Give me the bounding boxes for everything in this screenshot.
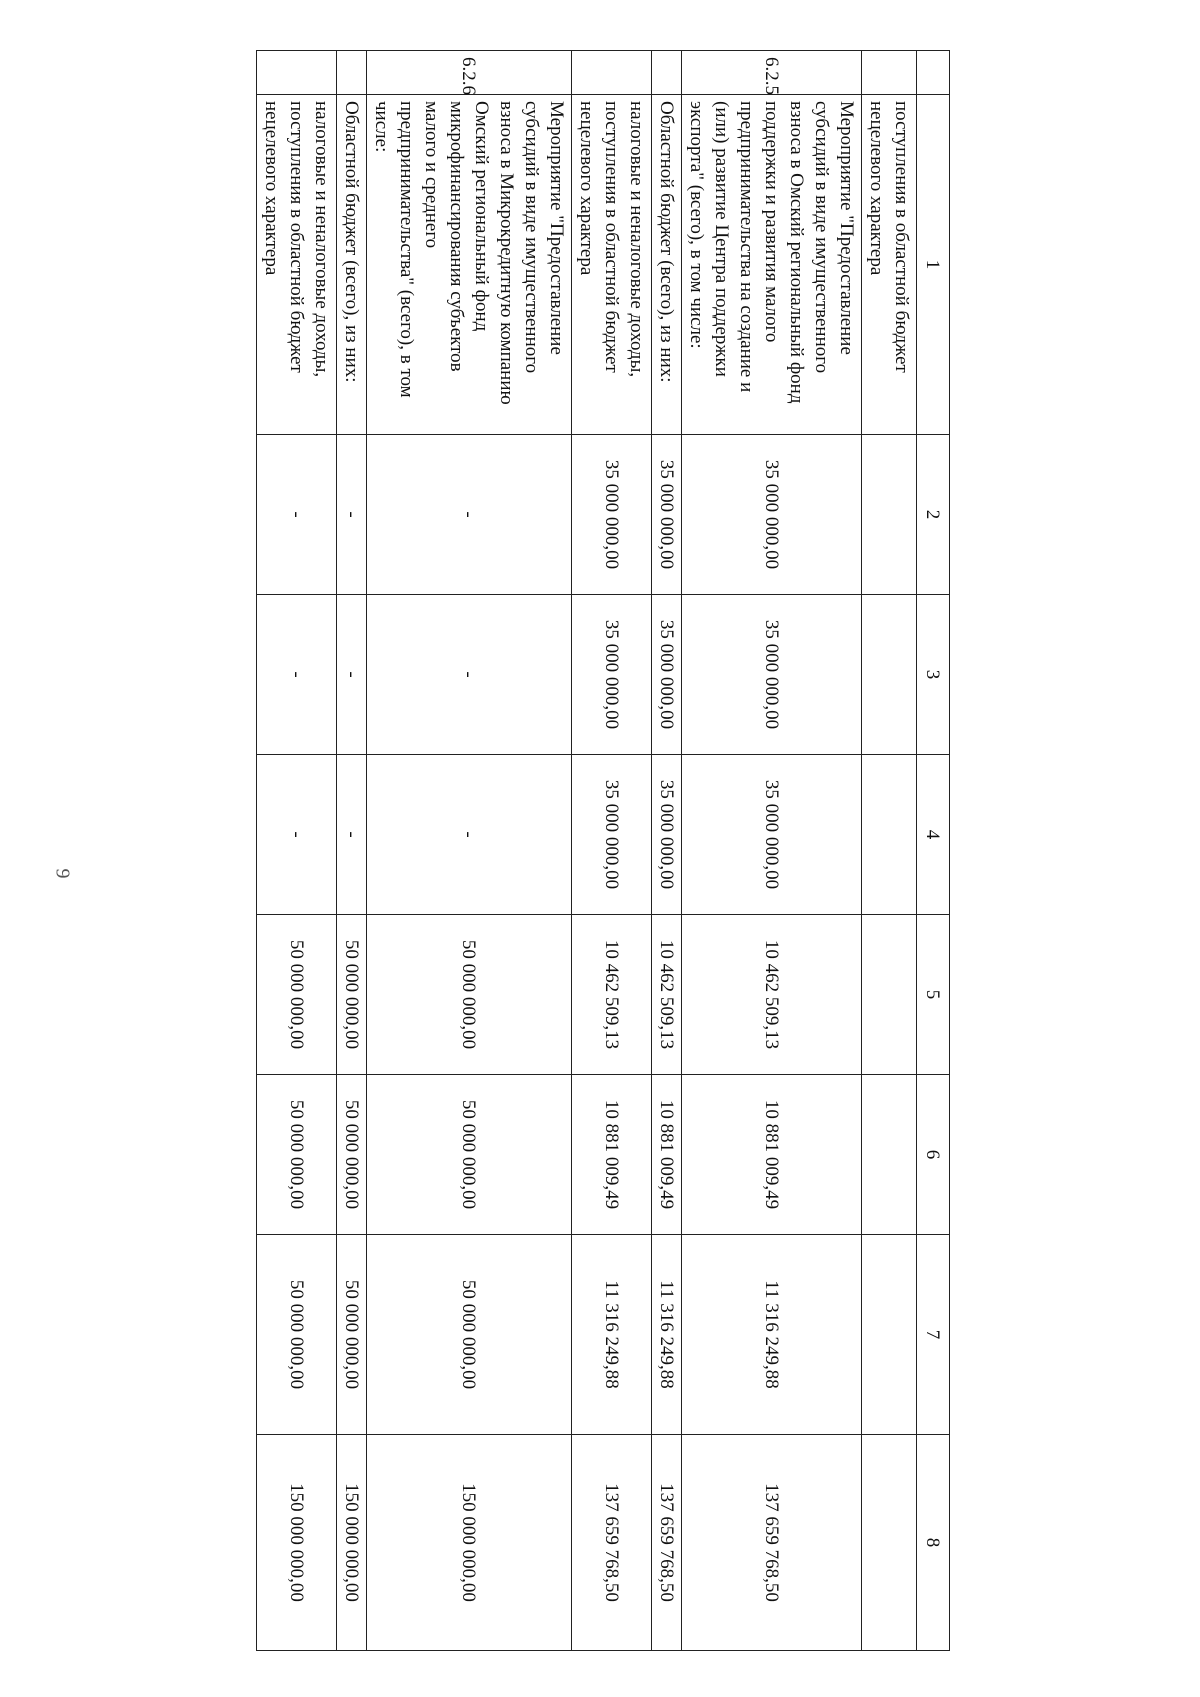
value-cell [862,915,917,1075]
value-cell: 10 881 009,49 [682,1075,862,1235]
value-cell: 35 000 000,00 [682,595,862,755]
table-row [572,51,652,1651]
value-cell [862,1235,917,1435]
value-cell: - [257,435,337,595]
header-cell-3: 3 [917,595,950,755]
value-cell [862,1075,917,1235]
value-cell: 50 000 000,00 [257,1075,337,1235]
budget-table [256,50,950,1651]
header-cell-1: 1 [917,95,950,435]
header-cell-4: 4 [917,755,950,915]
value-cell: 10 881 009,49 [572,1075,652,1235]
value-cell [862,595,917,755]
value-cell: - [337,595,367,755]
value-cell: 10 462 509,13 [652,915,682,1075]
row-label-cell: Мероприятие "Предоставление субсидий в виде имущественного взноса в Микрокредитную компанию Омский региональный фонд микрофинансирования субъектов малого и среднего предпринимательства" (всего), в том числе: [367,95,572,435]
value-cell: - [367,595,572,755]
value-cell: - [337,755,367,915]
value-cell: - [337,435,367,595]
value-cell: 10 881 009,49 [652,1075,682,1235]
header-cell-8: 8 [917,1435,950,1651]
table-row [257,51,337,1651]
row-index-cell [862,51,917,95]
value-cell: - [367,435,572,595]
value-cell: 150 000 000,00 [337,1435,367,1651]
row-index-cell: 6.2.5 [682,51,862,95]
table-body [257,51,950,1651]
value-cell: 10 462 509,13 [682,915,862,1075]
rotated-table-sheet [261,50,950,1650]
value-cell: 35 000 000,00 [682,755,862,915]
value-cell: 35 000 000,00 [572,435,652,595]
value-cell: 35 000 000,00 [572,755,652,915]
table-row [652,51,682,1651]
value-cell: 50 000 000,00 [367,1075,572,1235]
value-cell: 50 000 000,00 [337,1235,367,1435]
value-cell: - [367,755,572,915]
value-cell: 50 000 000,00 [367,915,572,1075]
table-row [337,51,367,1651]
row-label-cell: Областной бюджет (всего), из них: [337,95,367,435]
column-number-row [917,51,950,1651]
row-index-cell [652,51,682,95]
value-cell: 50 000 000,00 [367,1235,572,1435]
value-cell: 137 659 768,50 [652,1435,682,1651]
table-row [367,51,572,1651]
header-cell-6: 6 [917,1075,950,1235]
value-cell: 50 000 000,00 [337,1075,367,1235]
value-cell: 11 316 249,88 [652,1235,682,1435]
value-cell: 35 000 000,00 [572,595,652,755]
value-cell: - [257,595,337,755]
value-cell [862,755,917,915]
value-cell: 150 000 000,00 [257,1435,337,1651]
row-index-cell [257,51,337,95]
row-index-cell [572,51,652,95]
value-cell: 150 000 000,00 [367,1435,572,1651]
value-cell [862,435,917,595]
table-row [862,51,917,1651]
value-cell: 35 000 000,00 [682,435,862,595]
row-index-cell [337,51,367,95]
row-label-cell: Мероприятие "Предоставление субсидий в виде имущественного взноса в Омский региональный фонд поддержки и развития малого предпринимательства на создание и (или) развитие Центра поддержки экспорта" (всего), в том числе: [682,95,862,435]
header-cell-index [917,51,950,95]
value-cell: 50 000 000,00 [337,915,367,1075]
value-cell: 35 000 000,00 [652,755,682,915]
value-cell: 35 000 000,00 [652,435,682,595]
value-cell: 11 316 249,88 [572,1235,652,1435]
row-index-cell: 6.2.6 [367,51,572,95]
value-cell: - [257,755,337,915]
row-label-cell: Областной бюджет (всего), из них: [652,95,682,435]
header-cell-7: 7 [917,1235,950,1435]
header-cell-5: 5 [917,915,950,1075]
value-cell: 137 659 768,50 [682,1435,862,1651]
value-cell: 50 000 000,00 [257,1235,337,1435]
value-cell [862,1435,917,1651]
value-cell: 35 000 000,00 [652,595,682,755]
value-cell: 11 316 249,88 [682,1235,862,1435]
value-cell: 10 462 509,13 [572,915,652,1075]
header-cell-2: 2 [917,435,950,595]
row-label-cell: налоговые и неналоговые доходы, поступления в областной бюджет нецелевого характера [257,95,337,435]
row-label-cell: поступления в областной бюджет нецелевого характера [862,95,917,435]
table-row [682,51,862,1651]
value-cell: 50 000 000,00 [257,915,337,1075]
value-cell: 137 659 768,50 [572,1435,652,1651]
row-label-cell: налоговые и неналоговые доходы, поступления в областной бюджет нецелевого характера [572,95,652,435]
page-number: 9 [51,868,74,879]
